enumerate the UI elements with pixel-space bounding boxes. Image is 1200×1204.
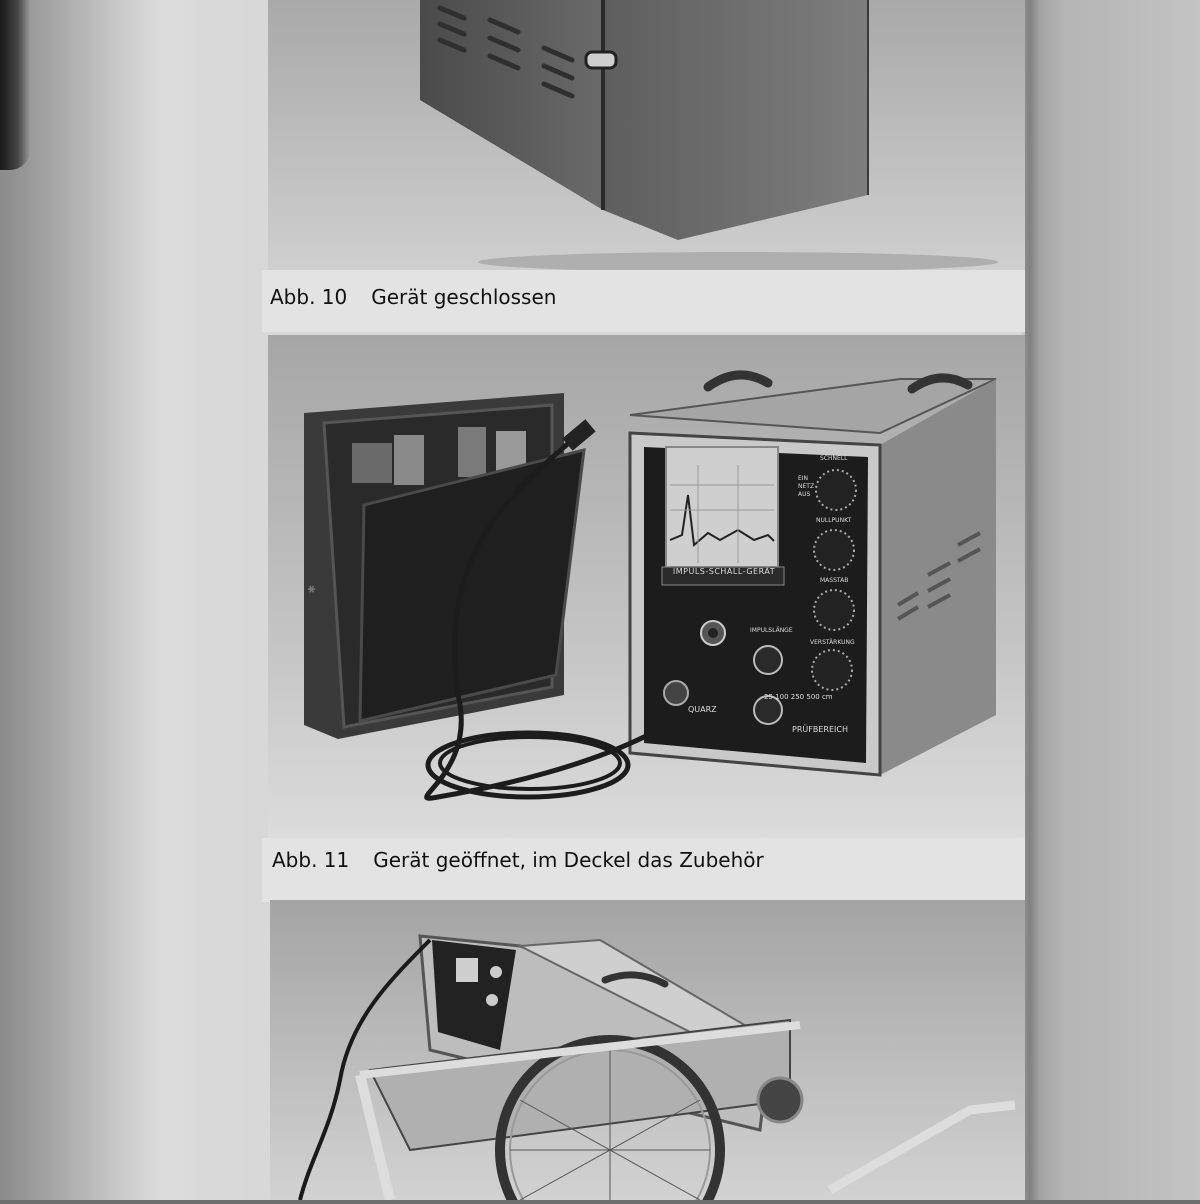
range-values — [764, 693, 833, 701]
range-value: 500 cm — [806, 693, 833, 701]
side-labels — [798, 475, 814, 499]
side-label-netz: NETZ — [798, 483, 815, 490]
right-margin-area — [1025, 0, 1200, 1200]
knob-label-verstaerkung: VERSTÄRKUNG — [810, 639, 855, 646]
connector-label-quarz: QUARZ — [688, 705, 717, 714]
knob-label-masstab: MASSTAB — [820, 577, 849, 584]
figure-11-label: Abb. 11 — [272, 848, 350, 872]
range-value: 250 — [790, 693, 805, 701]
screen-label: IMPULS-SCHALL-GERÄT — [672, 567, 776, 576]
figure-10-caption-text: Gerät geschlossen — [371, 285, 557, 309]
svg-text:✱: ✱ — [305, 585, 316, 594]
figure-10-caption — [270, 285, 556, 309]
side-label-aus: AUS — [798, 491, 811, 498]
range-value: 25 — [764, 693, 773, 701]
accessory-lid — [304, 393, 584, 739]
side-label-ein: EIN — [798, 475, 809, 482]
range-label-pruefbereich: PRÜFBEREICH — [792, 725, 848, 734]
figure-11-caption — [272, 848, 764, 872]
figure-11-photo — [268, 335, 1025, 838]
switch-label-impulslaenge: IMPULSLÄNGE — [750, 627, 793, 634]
thumb-shadow — [0, 0, 30, 170]
knob-label-nullpunkt: NULLPUNKT — [816, 517, 852, 524]
figure-12-photo — [270, 900, 1025, 1200]
knob-label-schnell: SCHNELL — [820, 455, 848, 462]
figure-10-photo — [268, 0, 1025, 270]
range-value: 100 — [775, 693, 789, 701]
figure-11-caption-text: Gerät geöffnet, im Deckel das Zubehör — [373, 848, 764, 872]
figure-10-label: Abb. 10 — [270, 285, 348, 309]
left-text-column — [0, 0, 120, 1200]
